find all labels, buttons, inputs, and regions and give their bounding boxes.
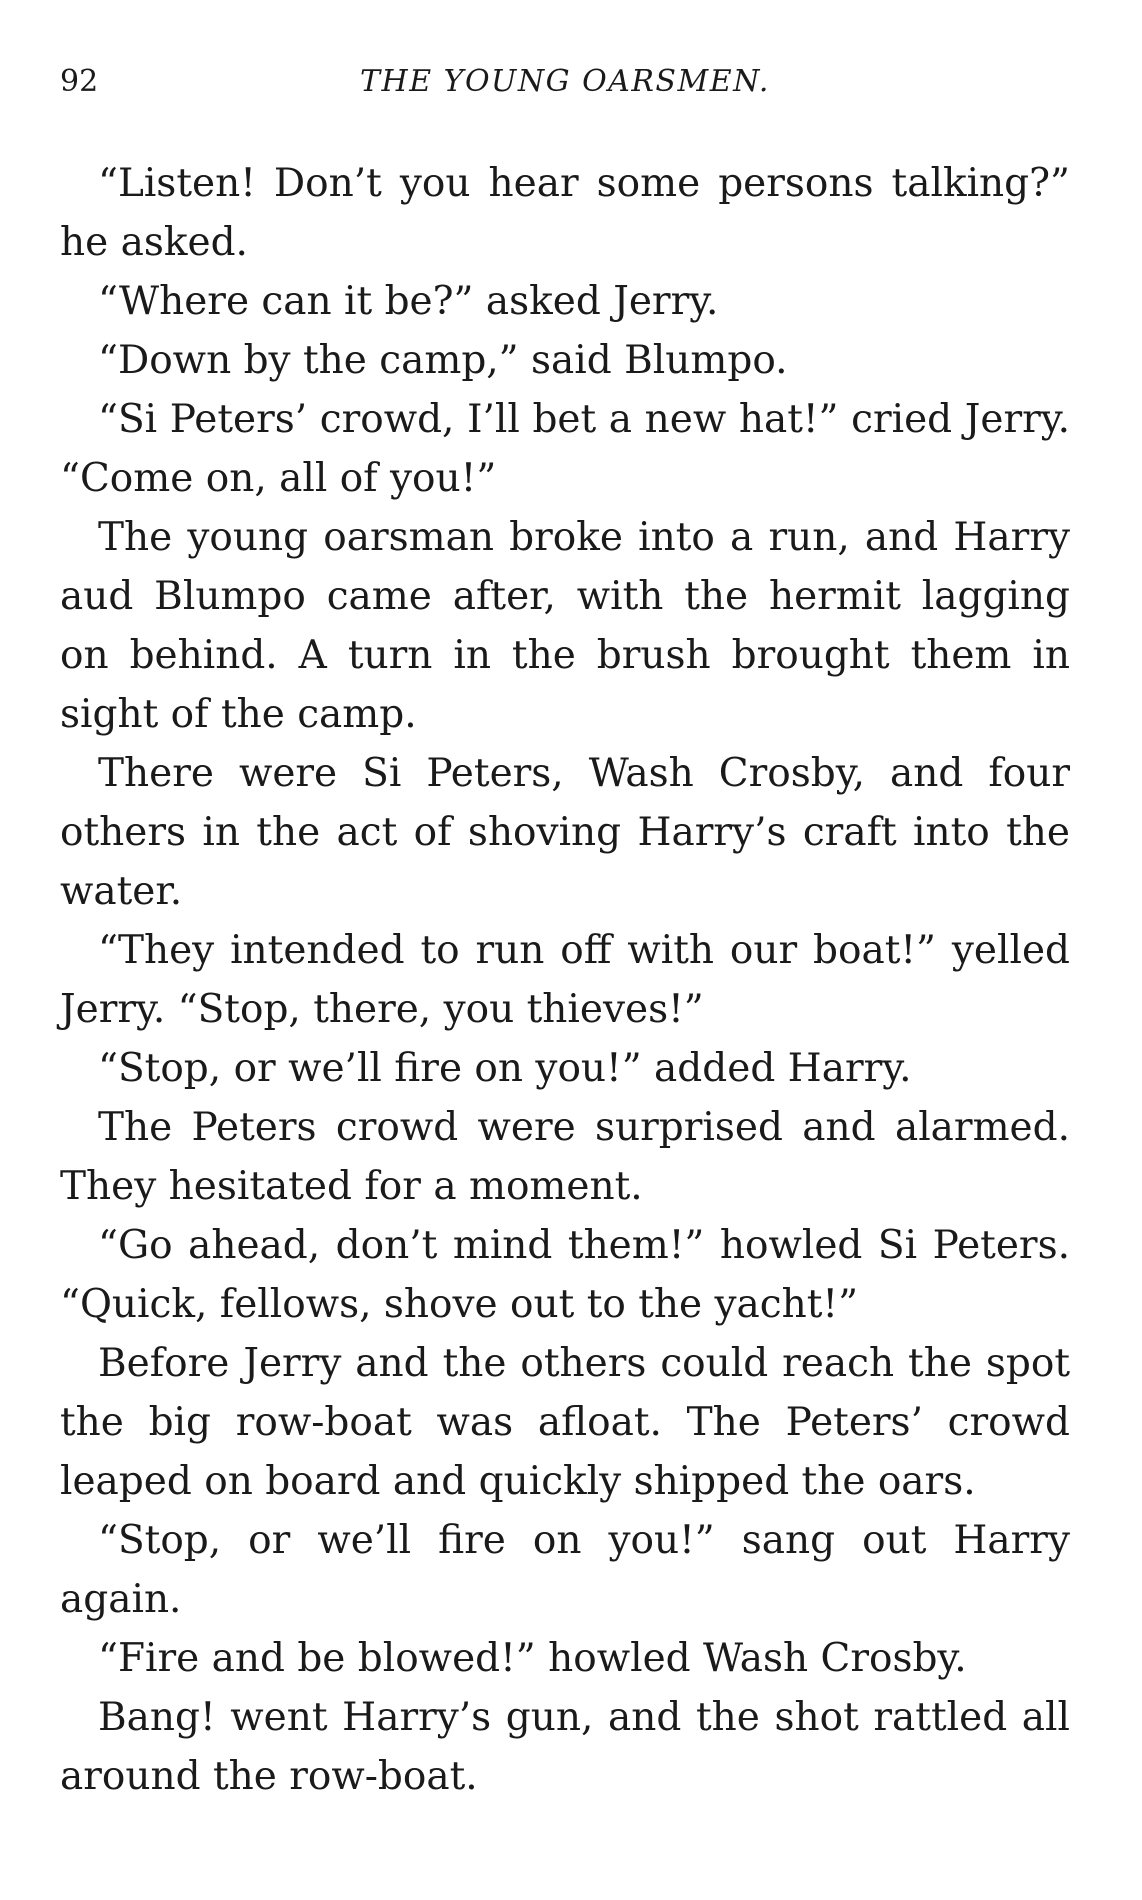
body-text: [60, 154, 1070, 1806]
paragraph: “Listen! Don’t you hear some persons talking?” he asked.: [60, 161, 1070, 265]
paragraph: Before Jerry and the others could reach the spot the big row-boat was afloat. The Peters’ crowd leaped on board and quickly shipped the oars.: [60, 1341, 1070, 1504]
paragraph: “Down by the camp,” said Blumpo.: [98, 338, 788, 383]
paragraph: “Where can it be?” asked Jerry.: [98, 279, 719, 324]
paragraph: Bang! went Harry’s gun, and the shot rattled all around the row-boat.: [60, 1695, 1070, 1799]
paragraph: “Stop, or we’ll fire on you!” added Harry.: [98, 1046, 912, 1091]
paragraph: “Fire and be blowed!” howled Wash Crosby.: [98, 1636, 967, 1681]
running-title: THE YOUNG OARSMEN.: [360, 64, 770, 99]
paragraph: The Peters crowd were surprised and alarmed. They hesitated for a moment.: [60, 1105, 1070, 1209]
book-page: [60, 58, 1070, 1806]
paragraph: “Si Peters’ crowd, I’ll bet a new hat!” cried Jerry. “Come on, all of you!”: [60, 397, 1070, 501]
paragraph: The young oarsman broke into a run, and Harry aud Blumpo came after, with the hermit lagging on behind. A turn in the brush brought them in sight of the camp.: [60, 515, 1070, 737]
paragraph: There were Si Peters, Wash Crosby, and four others in the act of shoving Harry’s craft into the water.: [60, 751, 1070, 914]
paragraph: “Go ahead, don’t mind them!” howled Si Peters. “Quick, fellows, shove out to the yacht!”: [60, 1223, 1070, 1327]
page-number: 92: [60, 64, 99, 99]
page-header: [60, 58, 1070, 106]
paragraph: “Stop, or we’ll fire on you!” sang out Harry again.: [60, 1518, 1070, 1622]
paragraph: “They intended to run off with our boat!” yelled Jerry. “Stop, there, you thieves!”: [60, 928, 1070, 1032]
